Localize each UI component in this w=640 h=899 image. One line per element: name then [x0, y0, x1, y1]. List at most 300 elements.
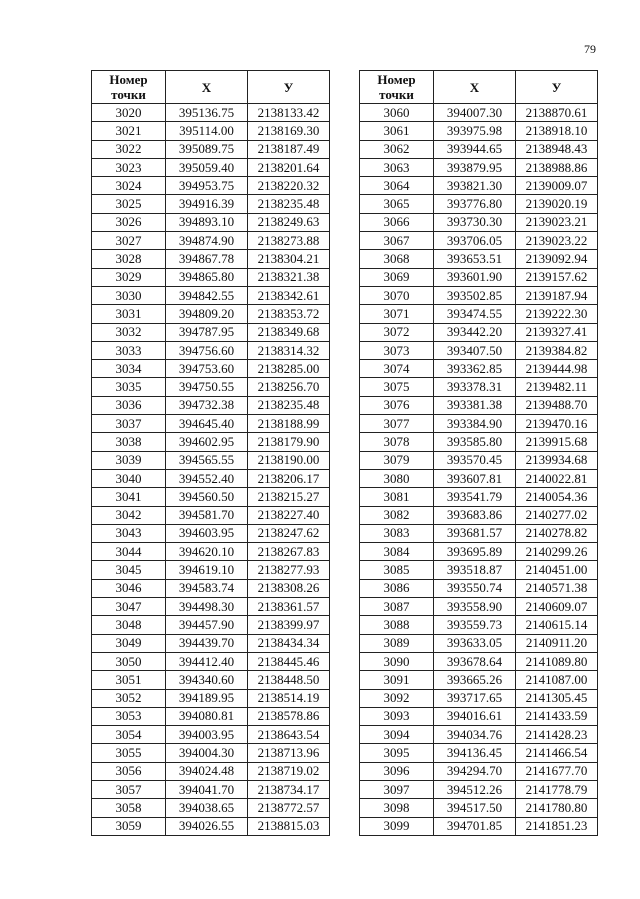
table-row: [92, 305, 330, 323]
cell-x: 393570.45: [434, 451, 516, 469]
cell-y: 2138227.40: [248, 506, 330, 524]
cell-y: 2139023.22: [516, 232, 598, 250]
cell-y: 2138445.46: [248, 652, 330, 670]
cell-point-number: 3083: [360, 524, 434, 542]
cell-point-number: 3059: [92, 817, 166, 835]
cell-point-number: 3039: [92, 451, 166, 469]
cell-point-number: 3071: [360, 305, 434, 323]
cell-x: 395089.75: [166, 140, 248, 158]
cell-x: 395059.40: [166, 158, 248, 176]
cell-x: 394565.55: [166, 451, 248, 469]
cell-y: 2138235.48: [248, 195, 330, 213]
cell-x: 393944.65: [434, 140, 516, 158]
cell-x: 394016.61: [434, 707, 516, 725]
cell-x: 394701.85: [434, 817, 516, 835]
cell-y: 2138285.00: [248, 360, 330, 378]
cell-y: 2140278.82: [516, 524, 598, 542]
table-row: [360, 195, 598, 213]
coordinates-table-right: [359, 70, 598, 836]
cell-x: 394732.38: [166, 396, 248, 414]
cell-x: 394512.26: [434, 780, 516, 798]
cell-x: 393633.05: [434, 634, 516, 652]
cell-point-number: 3081: [360, 488, 434, 506]
cell-x: 394756.60: [166, 341, 248, 359]
cell-y: 2138215.27: [248, 488, 330, 506]
cell-y: 2140451.00: [516, 561, 598, 579]
cell-y: 2141780.80: [516, 799, 598, 817]
page-number: 79: [584, 42, 596, 56]
cell-point-number: 3090: [360, 652, 434, 670]
table-row: [360, 140, 598, 158]
cell-y: 2138201.64: [248, 158, 330, 176]
cell-x: 393362.85: [434, 360, 516, 378]
cell-y: 2138188.99: [248, 415, 330, 433]
cell-x: 393550.74: [434, 579, 516, 597]
table-row: [360, 598, 598, 616]
cell-x: 394412.40: [166, 652, 248, 670]
cell-point-number: 3064: [360, 177, 434, 195]
cell-y: 2138179.90: [248, 433, 330, 451]
table-row: [92, 488, 330, 506]
cell-y: 2141089.80: [516, 652, 598, 670]
cell-x: 393678.64: [434, 652, 516, 670]
cell-point-number: 3072: [360, 323, 434, 341]
cell-x: 394867.78: [166, 250, 248, 268]
cell-point-number: 3053: [92, 707, 166, 725]
table-row: [360, 341, 598, 359]
table-row: [92, 799, 330, 817]
cell-y: 2140609.07: [516, 598, 598, 616]
table-row: [360, 488, 598, 506]
cell-y: 2141778.79: [516, 780, 598, 798]
table-row: [360, 232, 598, 250]
cell-y: 2141433.59: [516, 707, 598, 725]
cell-point-number: 3043: [92, 524, 166, 542]
cell-point-number: 3046: [92, 579, 166, 597]
cell-x: 393706.05: [434, 232, 516, 250]
cell-x: 394189.95: [166, 689, 248, 707]
cell-y: 2141677.70: [516, 762, 598, 780]
cell-x: 394560.50: [166, 488, 248, 506]
cell-point-number: 3067: [360, 232, 434, 250]
cell-x: 394893.10: [166, 213, 248, 231]
table-row: [92, 360, 330, 378]
cell-x: 394916.39: [166, 195, 248, 213]
cell-y: 2141466.54: [516, 744, 598, 762]
table-row: [92, 524, 330, 542]
table-row: [360, 524, 598, 542]
cell-point-number: 3049: [92, 634, 166, 652]
cell-x: 394517.50: [434, 799, 516, 817]
table-row: [92, 286, 330, 304]
cell-y: 2138948.43: [516, 140, 598, 158]
table-row: [92, 177, 330, 195]
table-row: [360, 158, 598, 176]
cell-point-number: 3093: [360, 707, 434, 725]
table-row: [92, 634, 330, 652]
table-row: [92, 232, 330, 250]
cell-y: 2139915.68: [516, 433, 598, 451]
cell-point-number: 3054: [92, 726, 166, 744]
cell-point-number: 3056: [92, 762, 166, 780]
table-body-left: [92, 104, 330, 836]
table-row: [92, 140, 330, 158]
cell-y: 2138353.72: [248, 305, 330, 323]
table-row: [92, 323, 330, 341]
table-row: [92, 469, 330, 487]
table-row: [92, 762, 330, 780]
header-x: X: [166, 71, 248, 104]
header-x: X: [434, 71, 516, 104]
table-row: [92, 561, 330, 579]
cell-point-number: 3026: [92, 213, 166, 231]
cell-point-number: 3084: [360, 543, 434, 561]
cell-point-number: 3089: [360, 634, 434, 652]
cell-point-number: 3061: [360, 122, 434, 140]
table-row: [92, 689, 330, 707]
table-row: [360, 213, 598, 231]
cell-point-number: 3037: [92, 415, 166, 433]
table-row: [360, 762, 598, 780]
cell-y: 2139444.98: [516, 360, 598, 378]
table-row: [360, 469, 598, 487]
table-row: [360, 506, 598, 524]
header-point-number-line2: точки: [379, 87, 414, 102]
cell-x: 394603.95: [166, 524, 248, 542]
cell-point-number: 3080: [360, 469, 434, 487]
cell-point-number: 3050: [92, 652, 166, 670]
table-row: [360, 104, 598, 122]
cell-x: 394787.95: [166, 323, 248, 341]
table-row: [360, 671, 598, 689]
table-row: [360, 634, 598, 652]
cell-x: 393717.65: [434, 689, 516, 707]
cell-y: 2139327.41: [516, 323, 598, 341]
table-row: [92, 707, 330, 725]
cell-y: 2138361.57: [248, 598, 330, 616]
header-row: [360, 71, 598, 104]
cell-y: 2139020.19: [516, 195, 598, 213]
table-row: [92, 616, 330, 634]
table-row: [92, 213, 330, 231]
cell-point-number: 3035: [92, 378, 166, 396]
cell-point-number: 3062: [360, 140, 434, 158]
cell-y: 2138256.70: [248, 378, 330, 396]
table-row: [360, 286, 598, 304]
table-row: [360, 360, 598, 378]
cell-x: 394583.74: [166, 579, 248, 597]
cell-x: 394602.95: [166, 433, 248, 451]
cell-point-number: 3025: [92, 195, 166, 213]
cell-y: 2138434.34: [248, 634, 330, 652]
table-row: [92, 396, 330, 414]
table-row: [92, 378, 330, 396]
header-y: У: [248, 71, 330, 104]
cell-point-number: 3040: [92, 469, 166, 487]
header-point-number-line2: точки: [111, 87, 146, 102]
cell-x: 393607.81: [434, 469, 516, 487]
cell-point-number: 3024: [92, 177, 166, 195]
cell-y: 2140571.38: [516, 579, 598, 597]
cell-x: 394619.10: [166, 561, 248, 579]
cell-x: 394581.70: [166, 506, 248, 524]
cell-y: 2141087.00: [516, 671, 598, 689]
cell-point-number: 3031: [92, 305, 166, 323]
cell-y: 2138719.02: [248, 762, 330, 780]
table-row: [360, 561, 598, 579]
cell-point-number: 3077: [360, 415, 434, 433]
cell-x: 394874.90: [166, 232, 248, 250]
cell-x: 394753.60: [166, 360, 248, 378]
cell-point-number: 3042: [92, 506, 166, 524]
table-row: [360, 744, 598, 762]
cell-x: 394007.30: [434, 104, 516, 122]
cell-x: 393730.30: [434, 213, 516, 231]
header-point-number-line1: Номер: [109, 72, 148, 87]
cell-x: 393502.85: [434, 286, 516, 304]
cell-point-number: 3036: [92, 396, 166, 414]
cell-y: 2138277.93: [248, 561, 330, 579]
cell-x: 394340.60: [166, 671, 248, 689]
cell-point-number: 3027: [92, 232, 166, 250]
table-row: [360, 451, 598, 469]
cell-y: 2138815.03: [248, 817, 330, 835]
cell-y: 2140911.20: [516, 634, 598, 652]
cell-x: 393683.86: [434, 506, 516, 524]
table-row: [360, 323, 598, 341]
cell-y: 2138321.38: [248, 268, 330, 286]
coordinates-table-left: [91, 70, 330, 836]
cell-point-number: 3085: [360, 561, 434, 579]
cell-point-number: 3022: [92, 140, 166, 158]
cell-point-number: 3066: [360, 213, 434, 231]
cell-point-number: 3034: [92, 360, 166, 378]
table-row: [360, 305, 598, 323]
cell-y: 2138713.96: [248, 744, 330, 762]
header-row: [92, 71, 330, 104]
cell-point-number: 3076: [360, 396, 434, 414]
cell-point-number: 3082: [360, 506, 434, 524]
cell-y: 2140054.36: [516, 488, 598, 506]
cell-x: 393384.90: [434, 415, 516, 433]
cell-y: 2138514.19: [248, 689, 330, 707]
cell-y: 2139023.21: [516, 213, 598, 231]
table-row: [360, 799, 598, 817]
cell-x: 393585.80: [434, 433, 516, 451]
cell-y: 2138187.49: [248, 140, 330, 158]
cell-y: 2138772.57: [248, 799, 330, 817]
table-row: [92, 671, 330, 689]
table-row: [92, 433, 330, 451]
table-row: [360, 579, 598, 597]
cell-y: 2138247.62: [248, 524, 330, 542]
cell-y: 2140299.26: [516, 543, 598, 561]
cell-x: 394034.76: [434, 726, 516, 744]
table-row: [92, 817, 330, 835]
cell-point-number: 3063: [360, 158, 434, 176]
table-row: [92, 579, 330, 597]
cell-x: 393518.87: [434, 561, 516, 579]
table-row: [92, 122, 330, 140]
table-row: [360, 177, 598, 195]
table-row: [360, 543, 598, 561]
cell-point-number: 3097: [360, 780, 434, 798]
cell-point-number: 3058: [92, 799, 166, 817]
cell-y: 2141428.23: [516, 726, 598, 744]
table-row: [92, 652, 330, 670]
table-row: [92, 104, 330, 122]
cell-x: 394620.10: [166, 543, 248, 561]
cell-y: 2138578.86: [248, 707, 330, 725]
table-row: [360, 250, 598, 268]
header-point-number-line1: Номер: [377, 72, 416, 87]
cell-x: 393474.55: [434, 305, 516, 323]
cell-y: 2140022.81: [516, 469, 598, 487]
table-row: [92, 250, 330, 268]
cell-y: 2139470.16: [516, 415, 598, 433]
cell-x: 394294.70: [434, 762, 516, 780]
cell-point-number: 3051: [92, 671, 166, 689]
cell-y: 2138273.88: [248, 232, 330, 250]
table-row: [92, 726, 330, 744]
cell-y: 2138349.68: [248, 323, 330, 341]
cell-x: 394953.75: [166, 177, 248, 195]
cell-x: 393442.20: [434, 323, 516, 341]
cell-point-number: 3047: [92, 598, 166, 616]
cell-x: 394842.55: [166, 286, 248, 304]
cell-x: 394024.48: [166, 762, 248, 780]
cell-x: 393975.98: [434, 122, 516, 140]
table-row: [360, 378, 598, 396]
cell-x: 393776.80: [434, 195, 516, 213]
cell-y: 2138249.63: [248, 213, 330, 231]
cell-point-number: 3095: [360, 744, 434, 762]
cell-point-number: 3044: [92, 543, 166, 561]
cell-point-number: 3086: [360, 579, 434, 597]
cell-y: 2138870.61: [516, 104, 598, 122]
table-row: [360, 396, 598, 414]
cell-y: 2138190.00: [248, 451, 330, 469]
cell-x: 393541.79: [434, 488, 516, 506]
cell-y: 2138448.50: [248, 671, 330, 689]
cell-point-number: 3074: [360, 360, 434, 378]
cell-point-number: 3020: [92, 104, 166, 122]
cell-point-number: 3065: [360, 195, 434, 213]
cell-x: 393407.50: [434, 341, 516, 359]
cell-x: 394750.55: [166, 378, 248, 396]
cell-point-number: 3055: [92, 744, 166, 762]
cell-y: 2138988.86: [516, 158, 598, 176]
table-row: [360, 780, 598, 798]
header-point-number: [92, 71, 166, 104]
table-row: [360, 433, 598, 451]
cell-x: 394038.65: [166, 799, 248, 817]
cell-point-number: 3096: [360, 762, 434, 780]
cell-point-number: 3033: [92, 341, 166, 359]
table-row: [92, 780, 330, 798]
table-row: [92, 415, 330, 433]
cell-point-number: 3028: [92, 250, 166, 268]
cell-point-number: 3073: [360, 341, 434, 359]
cell-x: 393601.90: [434, 268, 516, 286]
table-row: [360, 268, 598, 286]
cell-x: 393558.90: [434, 598, 516, 616]
cell-x: 394041.70: [166, 780, 248, 798]
cell-x: 393681.57: [434, 524, 516, 542]
table-row: [92, 268, 330, 286]
cell-point-number: 3032: [92, 323, 166, 341]
cell-point-number: 3030: [92, 286, 166, 304]
cell-y: 2138267.83: [248, 543, 330, 561]
cell-x: 393381.38: [434, 396, 516, 414]
cell-point-number: 3079: [360, 451, 434, 469]
table-row: [92, 506, 330, 524]
cell-y: 2139009.07: [516, 177, 598, 195]
cell-x: 394004.30: [166, 744, 248, 762]
table-row: [360, 122, 598, 140]
cell-point-number: 3075: [360, 378, 434, 396]
cell-point-number: 3099: [360, 817, 434, 835]
table-row: [360, 726, 598, 744]
cell-x: 394457.90: [166, 616, 248, 634]
cell-y: 2139157.62: [516, 268, 598, 286]
cell-y: 2138206.17: [248, 469, 330, 487]
cell-point-number: 3041: [92, 488, 166, 506]
cell-x: 395136.75: [166, 104, 248, 122]
cell-y: 2139222.30: [516, 305, 598, 323]
cell-y: 2138308.26: [248, 579, 330, 597]
cell-y: 2138220.32: [248, 177, 330, 195]
cell-point-number: 3094: [360, 726, 434, 744]
cell-point-number: 3088: [360, 616, 434, 634]
cell-point-number: 3021: [92, 122, 166, 140]
cell-y: 2138918.10: [516, 122, 598, 140]
cell-y: 2138643.54: [248, 726, 330, 744]
cell-x: 393695.89: [434, 543, 516, 561]
cell-x: 393665.26: [434, 671, 516, 689]
table-body-right: [360, 104, 598, 836]
cell-point-number: 3029: [92, 268, 166, 286]
table-row: [360, 817, 598, 835]
cell-x: 394026.55: [166, 817, 248, 835]
table-row: [92, 744, 330, 762]
table-row: [92, 598, 330, 616]
cell-y: 2138399.97: [248, 616, 330, 634]
table-row: [360, 652, 598, 670]
cell-x: 395114.00: [166, 122, 248, 140]
cell-point-number: 3070: [360, 286, 434, 304]
cell-y: 2139187.94: [516, 286, 598, 304]
cell-y: 2139934.68: [516, 451, 598, 469]
cell-y: 2138734.17: [248, 780, 330, 798]
cell-x: 394809.20: [166, 305, 248, 323]
table-row: [360, 707, 598, 725]
cell-y: 2140277.02: [516, 506, 598, 524]
cell-point-number: 3057: [92, 780, 166, 798]
table-row: [360, 616, 598, 634]
header-point-number: [360, 71, 434, 104]
cell-point-number: 3048: [92, 616, 166, 634]
cell-x: 394080.81: [166, 707, 248, 725]
table-row: [92, 543, 330, 561]
table-row: [92, 158, 330, 176]
cell-x: 394136.45: [434, 744, 516, 762]
table-row: [92, 451, 330, 469]
cell-point-number: 3092: [360, 689, 434, 707]
cell-point-number: 3068: [360, 250, 434, 268]
cell-y: 2141305.45: [516, 689, 598, 707]
cell-x: 393879.95: [434, 158, 516, 176]
